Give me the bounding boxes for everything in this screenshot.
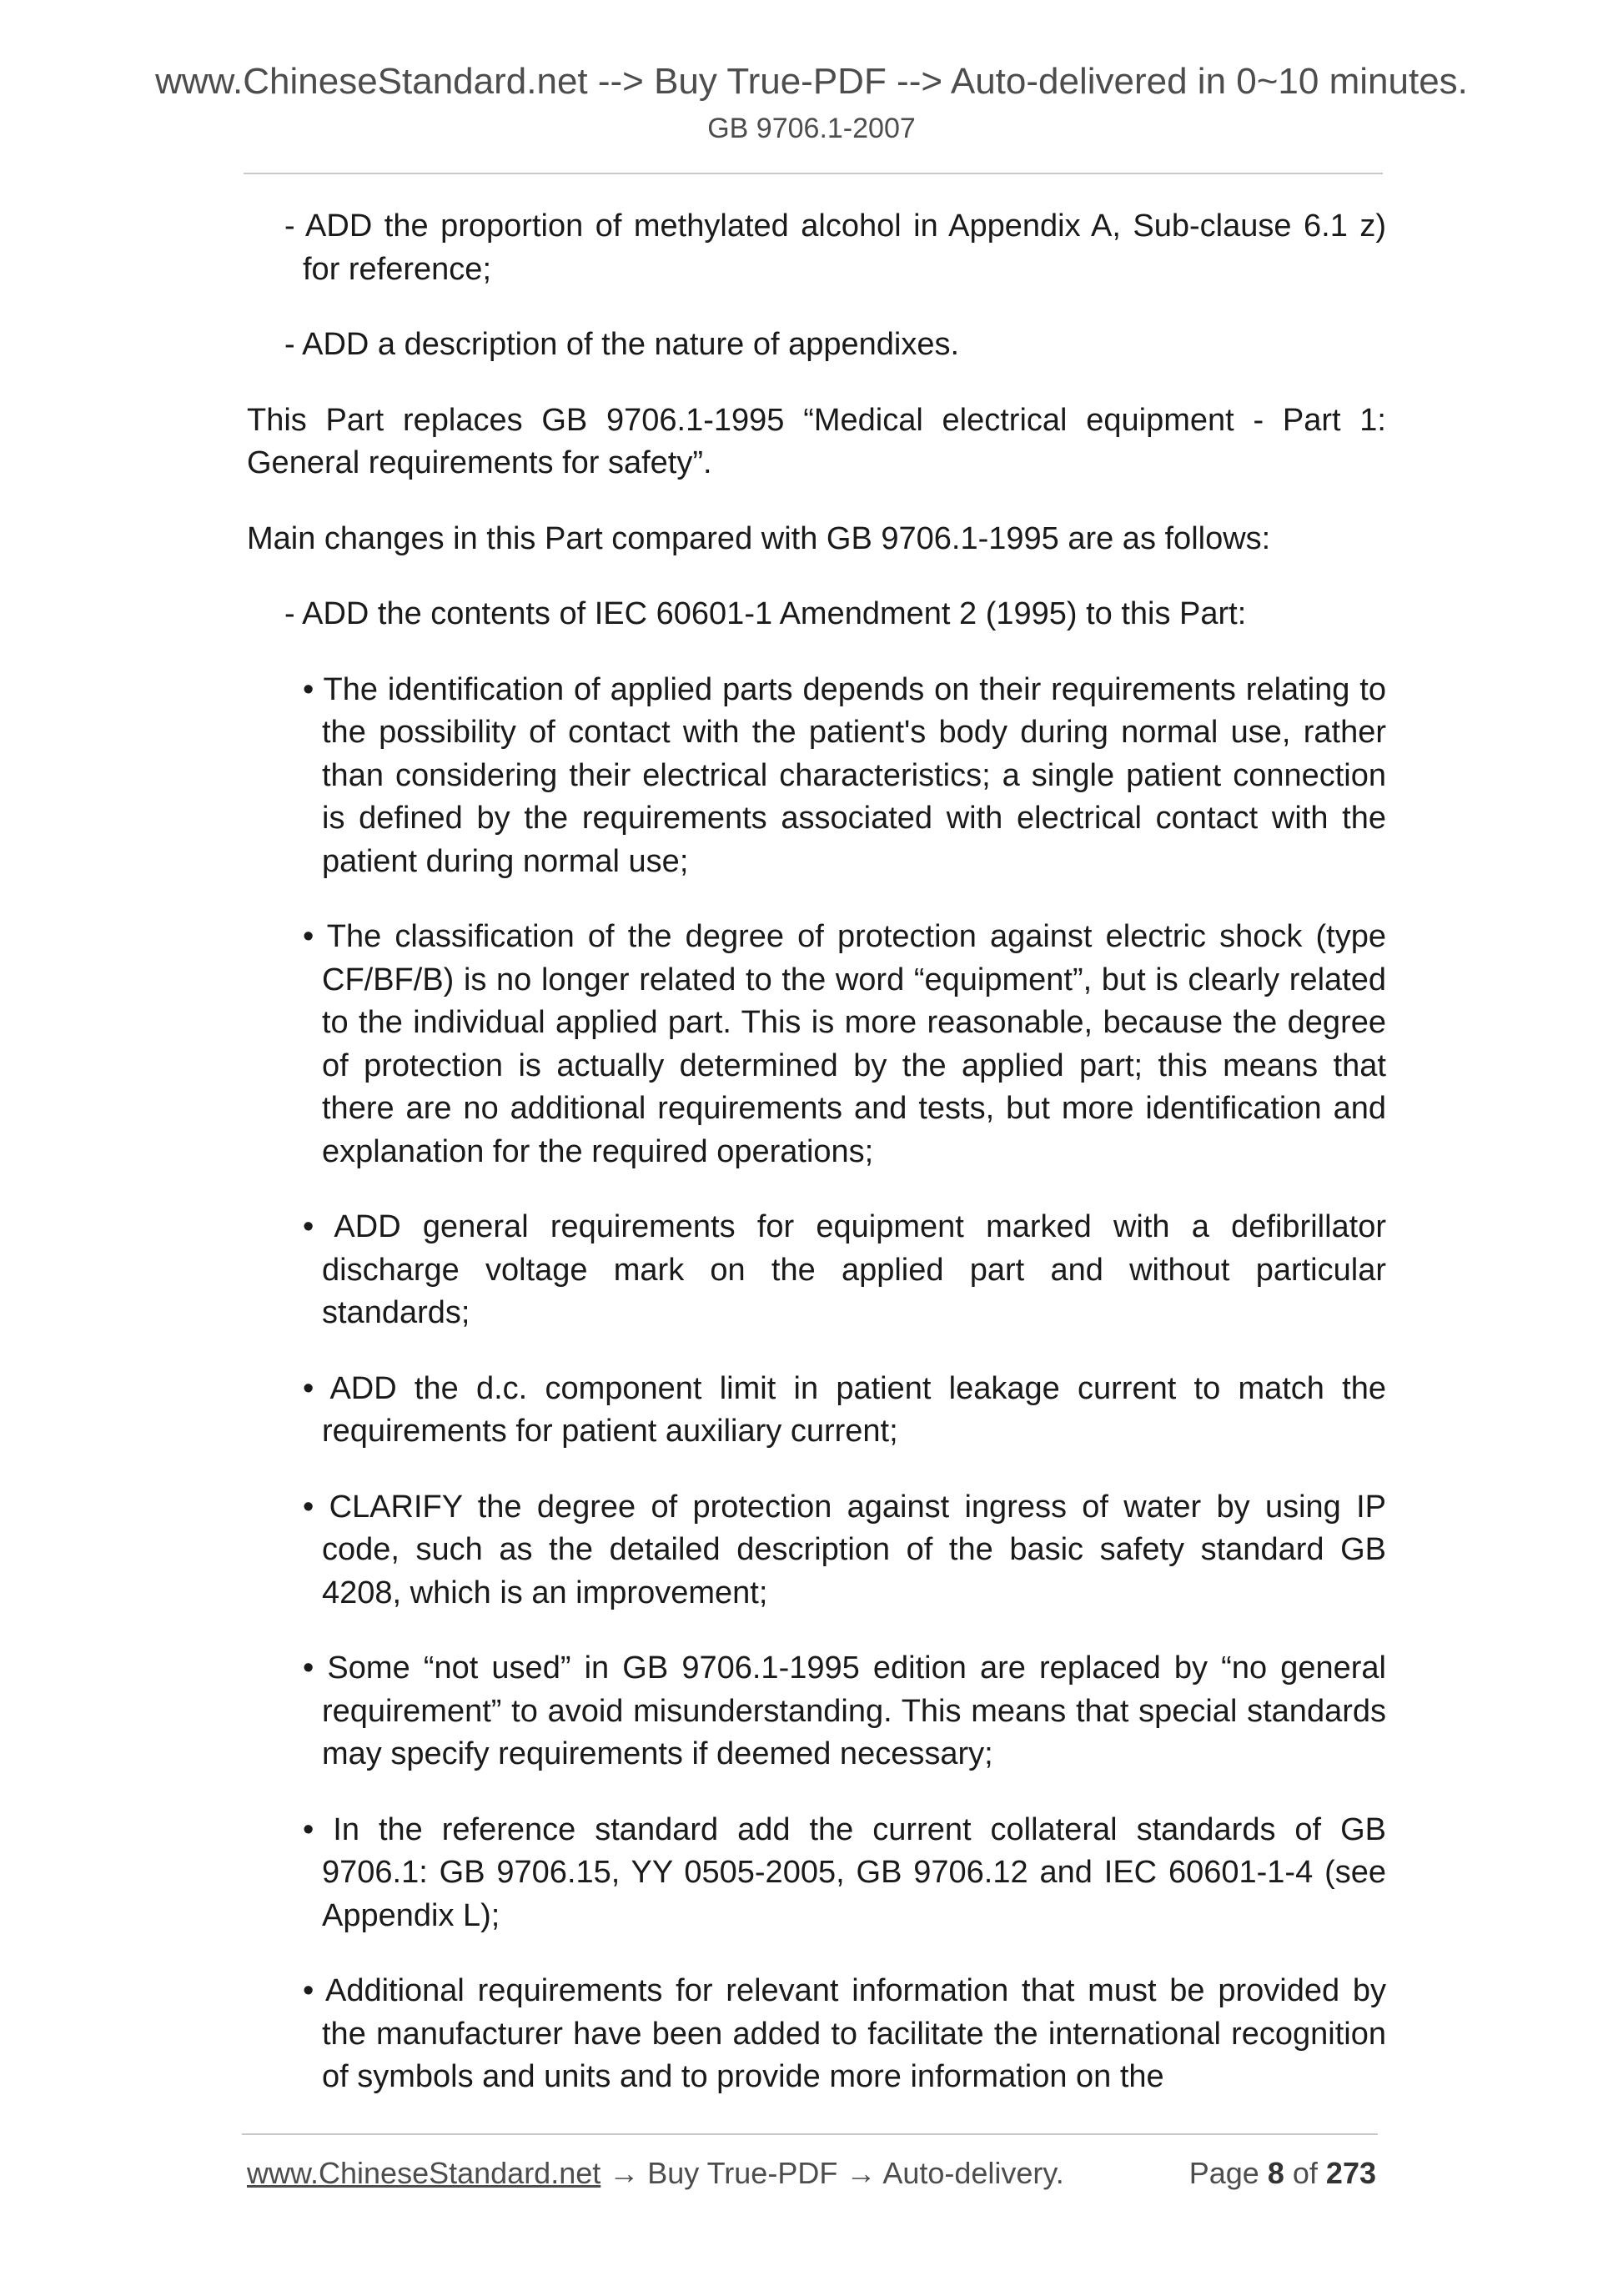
- paragraph: Main changes in this Part compared with GB 9706.1-1995 are as follows:: [247, 520, 1271, 556]
- footer-delivery-text: → Buy True-PDF → Auto-delivery.: [600, 2156, 1064, 2190]
- bullet-item: • The identification of applied parts depends on their requirements relating to the possibility of contact with the patient's body during normal use, rather than considering their electrical characteristics; a single patient connection is defined by the requirements associated with electrical contact with the patient during normal use;: [303, 671, 1386, 879]
- total-pages: 273: [1325, 2156, 1376, 2190]
- paragraph: This Part replaces GB 9706.1-1995 “Medical electrical equipment - Part 1: General requirements for safety”.: [247, 402, 1386, 480]
- list-item: - ADD the proportion of methylated alcohol in Appendix A, Sub-clause 6.1 z) for reference;: [284, 208, 1386, 287]
- bullet-item: • In the reference standard add the current collateral standards of GB 9706.1: GB 9706.15, YY 0505-2005, GB 9706.12 and IEC 60601-1-4 (see Appendix L);: [303, 1811, 1386, 1933]
- bullet-item: • Some “not used” in GB 9706.1-1995 edition are replaced by “no general requirement” to avoid misunderstanding. This means that special standards may specify requirements if deemed necessary;: [303, 1650, 1386, 1771]
- bullet-item: • The classification of the degree of protection against electric shock (type CF/BF/B) is no longer related to the word “equipment”, but is clearly related to the individual applied part. This is more reasonable, because the degree of protection is actually determined by the applied part; this means that there are no additional requirements and tests, but more identification and explanation for the required operations;: [303, 919, 1386, 1169]
- page-counter: [1189, 2156, 1376, 2191]
- page-number: 8: [1267, 2156, 1284, 2190]
- document-body: [247, 205, 1386, 2099]
- bullet-item: • ADD general requirements for equipment marked with a defibrillator discharge voltage mark on the applied part and without particular standards;: [303, 1209, 1386, 1330]
- footer-divider: [242, 2133, 1378, 2135]
- list-item: - ADD a description of the nature of appendixes.: [284, 327, 960, 362]
- document-id: GB 9706.1-2007: [707, 112, 916, 144]
- page-label: Page: [1188, 2156, 1259, 2190]
- footer-site-link[interactable]: www.ChineseStandard.net: [247, 2156, 601, 2190]
- page-header: [0, 60, 1623, 145]
- header-divider: [244, 173, 1383, 174]
- bullet-item: • CLARIFY the degree of protection against ingress of water by using IP code, such as the detailed description of the basic safety standard GB 4208, which is an improvement;: [303, 1489, 1386, 1610]
- list-item: - ADD the contents of IEC 60601-1 Amendment 2 (1995) to this Part:: [284, 596, 1247, 631]
- bullet-item: • Additional requirements for relevant information that must be provided by the manufacturer have been added to facilitate the international recognition of symbols and units and to provide more information on the: [303, 1973, 1386, 2094]
- bullet-item: • ADD the d.c. component limit in patient leakage current to match the requirements for patient auxiliary current;: [303, 1370, 1386, 1449]
- of-label: of: [1292, 2156, 1318, 2190]
- footer-left: [247, 2156, 1064, 2191]
- header-banner-text[interactable]: www.ChineseStandard.net --> Buy True-PDF --> Auto-delivered in 0~10 minutes.: [155, 61, 1468, 102]
